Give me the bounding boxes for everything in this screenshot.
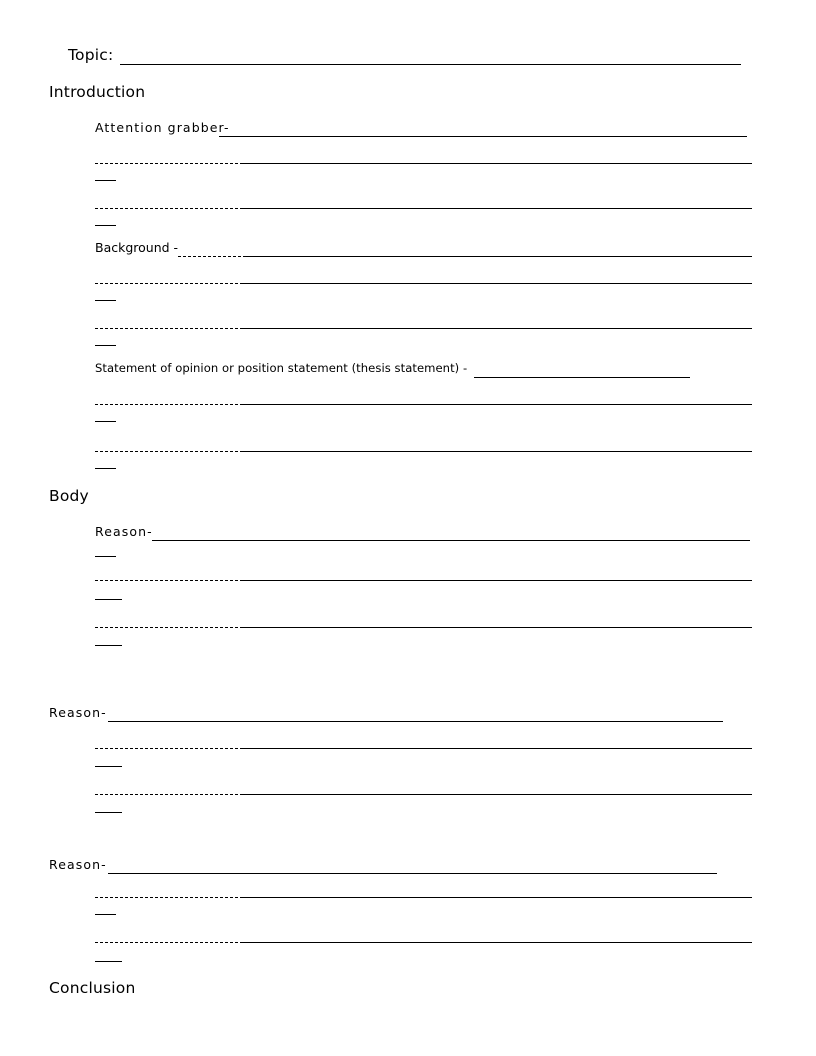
reason-1-writing-line-3-stub[interactable] — [95, 645, 122, 646]
background-writing-line-2b[interactable] — [240, 283, 752, 284]
reason-3-writing-line-1[interactable] — [108, 873, 717, 874]
background-writing-line-2a[interactable] — [95, 283, 243, 284]
reason-3-label: Reason- — [49, 857, 107, 872]
attention-grabber-writing-line-2b[interactable] — [240, 163, 752, 164]
background-writing-line-3a[interactable] — [95, 328, 243, 329]
background-writing-line-1b[interactable] — [243, 256, 752, 257]
section-heading-introduction: Introduction — [49, 83, 146, 101]
reason-2-writing-line-2b[interactable] — [240, 748, 752, 749]
reason-3-writing-line-2a[interactable] — [95, 897, 243, 898]
background-writing-line-2-stub[interactable] — [95, 300, 116, 301]
thesis-writing-line-3a[interactable] — [95, 451, 243, 452]
thesis-writing-line-2b[interactable] — [240, 404, 752, 405]
thesis-writing-line-3b[interactable] — [240, 451, 752, 452]
reason-1-writing-line-1[interactable] — [152, 540, 750, 541]
thesis-writing-line-2a[interactable] — [95, 404, 243, 405]
reason-1-label: Reason- — [95, 524, 153, 539]
thesis-writing-line-2-stub[interactable] — [95, 421, 116, 422]
attention-grabber-writing-line[interactable] — [219, 136, 747, 137]
reason-1-writing-line-2b[interactable] — [240, 580, 752, 581]
background-writing-line-1a[interactable] — [178, 256, 246, 257]
reason-1-writing-line-3a[interactable] — [95, 627, 243, 628]
reason-2-writing-line-2-stub[interactable] — [95, 766, 122, 767]
reason-2-writing-line-3a[interactable] — [95, 794, 243, 795]
thesis-statement-label: Statement of opinion or position statement (thesis statement) - — [95, 361, 471, 375]
reason-2-writing-line-2a[interactable] — [95, 748, 243, 749]
reason-2-writing-line-1[interactable] — [108, 721, 723, 722]
attention-grabber-label: Attention grabber- — [95, 120, 230, 135]
reason-3-writing-line-2-stub[interactable] — [95, 914, 116, 915]
attention-grabber-writing-line-2-stub[interactable] — [95, 180, 116, 181]
thesis-writing-line-3-stub[interactable] — [95, 468, 116, 469]
attention-grabber-writing-line-3a[interactable] — [95, 208, 243, 209]
thesis-writing-line-1[interactable] — [474, 377, 690, 378]
background-writing-line-3b[interactable] — [240, 328, 752, 329]
reason-3-writing-line-2b[interactable] — [240, 897, 752, 898]
reason-2-label: Reason- — [49, 705, 107, 720]
reason-2-writing-line-3b[interactable] — [240, 794, 752, 795]
reason-3-writing-line-3a[interactable] — [95, 942, 243, 943]
reason-2-writing-line-3-stub[interactable] — [95, 812, 122, 813]
attention-grabber-writing-line-3-stub[interactable] — [95, 225, 116, 226]
topic-label: Topic: — [68, 46, 114, 64]
reason-1-writing-line-2a[interactable] — [95, 580, 243, 581]
background-label: Background - — [95, 240, 183, 255]
reason-1-writing-line-2-stub[interactable] — [95, 599, 122, 600]
reason-3-writing-line-3-stub[interactable] — [95, 961, 122, 962]
attention-grabber-writing-line-2a[interactable] — [95, 163, 243, 164]
background-writing-line-3-stub[interactable] — [95, 345, 116, 346]
reason-1-writing-line-3b[interactable] — [240, 627, 752, 628]
attention-grabber-writing-line-3b[interactable] — [240, 208, 752, 209]
topic-writing-line[interactable] — [120, 64, 741, 65]
reason-3-writing-line-3b[interactable] — [240, 942, 752, 943]
section-heading-conclusion: Conclusion — [49, 979, 136, 997]
section-heading-body: Body — [49, 487, 89, 505]
reason-1-writing-line-1-stub[interactable] — [95, 556, 116, 557]
